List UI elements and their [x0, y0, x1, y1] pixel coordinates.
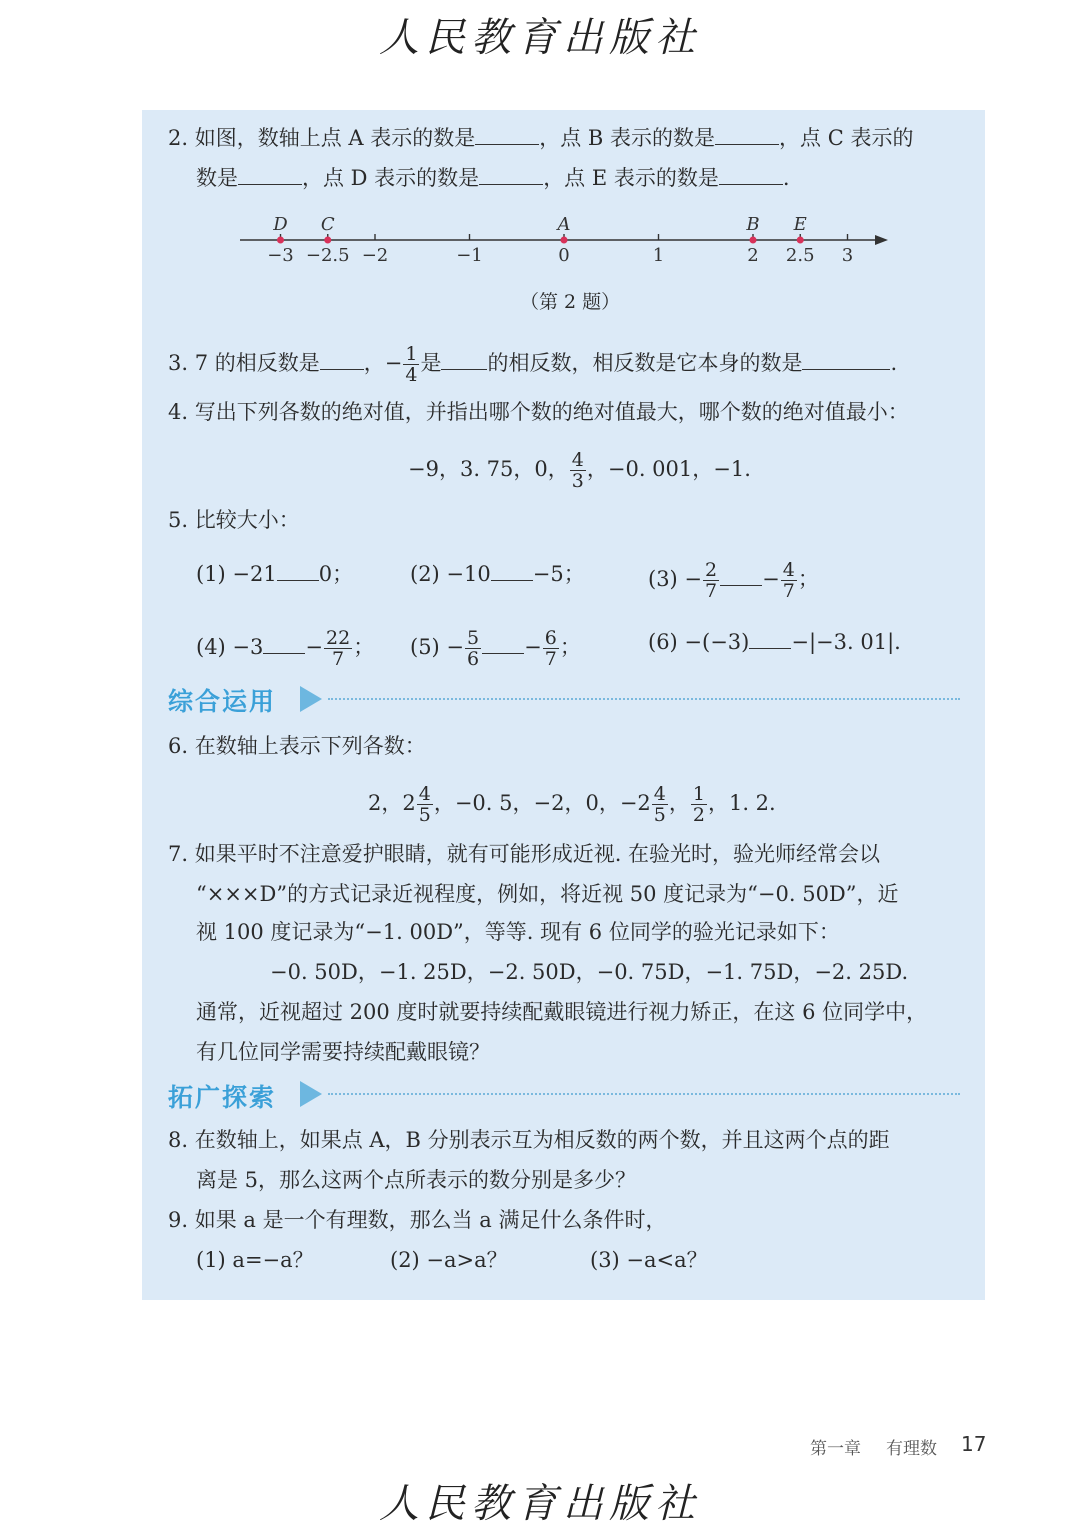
q5-p1-a: (1) −21: [196, 562, 277, 586]
q5-p3-a: (3) −: [648, 567, 703, 591]
q2-text-2c: ，点 E 表示的数是: [543, 166, 719, 190]
section-divider-2: [328, 1093, 960, 1095]
number-line-point: [797, 237, 804, 244]
q5-p5-frac2: [543, 628, 559, 669]
q6-list: [368, 784, 776, 825]
q6-a: 2，2: [368, 791, 416, 815]
q2-text-1a: 2. 如图，数轴上点 A 表示的数是: [168, 126, 476, 150]
q8-line1: 8. 在数轴上，如果点 A，B 分别表示互为相反数的两个数，并且这两个点的距: [168, 1128, 890, 1152]
q5-p3-n1: 2: [705, 559, 718, 581]
q4-list: [408, 450, 751, 491]
number-line-tick-label: 2: [747, 245, 759, 266]
q5-p3-d1: 7: [705, 580, 718, 602]
q3-frac-den: 4: [405, 364, 418, 386]
footer-chapter: 第一章: [810, 1439, 861, 1459]
q9-p1: (1) a=−a？: [196, 1248, 314, 1272]
q7-line1: 7. 如果平时不注意爱护眼睛，就有可能形成近视. 在验光时，验光师经常会以: [168, 842, 881, 866]
q5-p5: [410, 628, 581, 669]
section-title-comprehensive: 综合运用: [168, 687, 277, 716]
q2-caption: （第 2 题）: [520, 291, 621, 313]
footer-title: 有理数: [886, 1439, 937, 1459]
q6-n3: 1: [692, 783, 705, 805]
number-line-point-label: E: [793, 214, 807, 235]
number-line-tick-label: −2.5: [305, 245, 350, 266]
q5-p2-a: (2) −10: [410, 562, 491, 586]
number-line-tick-label: 3: [841, 245, 854, 266]
page-number: 17: [961, 1432, 987, 1456]
q5-p3-n2: 4: [782, 559, 795, 581]
q8-line2: 离是 5，那么这两个点所表示的数分别是多少？: [196, 1168, 637, 1192]
q3-frac-num: 1: [405, 343, 418, 365]
q7-line5: 通常，近视超过 200 度时就要持续配戴眼镜进行视力矫正，在这 6 位同学中，: [196, 1000, 928, 1024]
q6-d2: 5: [653, 804, 666, 826]
q5-p5-n1: 5: [467, 627, 480, 649]
q3-blank-2[interactable]: [441, 349, 487, 370]
number-line-tick-label: −3: [267, 245, 294, 266]
section-divider: [328, 698, 960, 700]
q7-line4: −0. 50D，−1. 25D，−2. 50D，−0. 75D，−1. 75D，−2. 25D.: [270, 960, 909, 984]
section-arrow-icon-2: [300, 1081, 322, 1107]
q4-fraction: [570, 450, 586, 491]
q6-b: ，−0. 5，−2，0，−2: [433, 791, 651, 815]
q6-n2: 4: [653, 783, 666, 805]
q5-p2: [410, 560, 585, 588]
q7-line6: 有几位同学需要持续配戴眼镜？: [196, 1040, 490, 1064]
number-line-tick-label: 0: [558, 245, 570, 266]
q2-blank-E[interactable]: [719, 164, 783, 185]
q9-line1: 9. 如果 a 是一个有理数，那么当 a 满足什么条件时，: [168, 1208, 667, 1232]
q5-blank-1[interactable]: [277, 560, 319, 581]
q3-line: [168, 344, 897, 385]
q5-p4-a: (4) −3: [196, 635, 264, 659]
q3-text-end: .: [890, 351, 898, 375]
q6-d: ，1. 2.: [707, 791, 776, 815]
q9-p3: (3) −a<a？: [590, 1248, 708, 1272]
q2-text-2a: 数是: [196, 166, 238, 190]
number-line-figure: [230, 205, 900, 275]
q5-p5-c: ；: [559, 635, 581, 659]
q5-p5-d2: 7: [544, 648, 557, 670]
q3-text-a: 3. 7 的相反数是: [168, 351, 320, 375]
q5-p5-frac1: [465, 628, 481, 669]
q5-p2-b: −5；: [532, 562, 585, 586]
number-line-arrow: [875, 235, 888, 245]
q5-p3-c: ；: [797, 567, 819, 591]
q6-text: 6. 在数轴上表示下列各数：: [168, 734, 426, 758]
q5-blank-5[interactable]: [482, 633, 524, 654]
number-line-point-label: C: [320, 214, 335, 235]
q5-blank-6[interactable]: [749, 628, 791, 649]
number-line-tick-label: −2: [361, 245, 389, 266]
q3-fraction: [403, 344, 419, 385]
q6-d3: 2: [692, 804, 705, 826]
q2-blank-B[interactable]: [715, 124, 779, 145]
q2-blank-A[interactable]: [475, 124, 539, 145]
q7-line3: 视 100 度记录为“−1. 00D”，等等. 现有 6 位同学的验光记录如下：: [196, 920, 840, 944]
q6-frac2: [652, 784, 668, 825]
q4-text: 4. 写出下列各数的绝对值，并指出哪个数的绝对值最大，哪个数的绝对值最小：: [168, 400, 909, 424]
number-line-point-label: A: [557, 214, 571, 235]
q2-blank-D[interactable]: [479, 164, 543, 185]
q5-p5-b: −: [524, 635, 542, 659]
q2-line1: [168, 124, 913, 152]
q6-d1: 5: [418, 804, 431, 826]
q5-p5-d1: 6: [467, 648, 480, 670]
section-title-extension: 拓广探索: [168, 1083, 277, 1112]
q2-text-1c: ，点 C 表示的: [779, 126, 914, 150]
q3-text-b: ，−: [363, 351, 403, 375]
q5-p5-n2: 6: [544, 627, 557, 649]
number-line-point-label: D: [273, 214, 288, 235]
q2-line2: [196, 164, 790, 192]
q5-p3-frac1: [703, 560, 719, 601]
q5-blank-3[interactable]: [720, 565, 762, 586]
watermark-top: 人民教育出版社: [379, 15, 701, 61]
number-line-point: [750, 237, 757, 244]
q3-text-c: 是: [420, 351, 442, 375]
q3-blank-3[interactable]: [802, 349, 890, 370]
q5-p4-frac: [324, 628, 352, 669]
q6-n1: 4: [418, 783, 431, 805]
q3-blank-1[interactable]: [320, 349, 364, 370]
q4-frac-num: 4: [571, 449, 584, 471]
q7-line2: “×××D”的方式记录近视程度，例如，将近视 50 度记录为“−0. 50D”，近: [196, 882, 899, 906]
q6-frac3: [691, 784, 707, 825]
q5-p4: [196, 628, 374, 669]
number-line-point: [277, 237, 284, 244]
q5-p6: [648, 628, 901, 656]
q5-p3: [648, 560, 819, 601]
q5-p4-d: 7: [332, 648, 345, 670]
q6-c: ，: [668, 791, 690, 815]
q6-frac1: [417, 784, 433, 825]
number-line-tick-label: 2.5: [785, 245, 815, 266]
q2-blank-C[interactable]: [238, 164, 302, 185]
q5-p3-d2: 7: [782, 580, 795, 602]
q5-blank-2[interactable]: [491, 560, 533, 581]
q5-p4-c: ；: [353, 635, 375, 659]
q4-frac-den: 3: [571, 470, 584, 492]
q5-p1-b: 0；: [318, 562, 354, 586]
q5-p1: [196, 560, 353, 588]
number-line-tick-label: −1: [456, 245, 483, 266]
q5-blank-4[interactable]: [263, 633, 305, 654]
q5-p6-a: (6) −(−3): [648, 630, 750, 654]
number-line-point: [324, 237, 331, 244]
number-line-tick-label: 1: [652, 245, 665, 266]
section-arrow-icon: [300, 686, 322, 712]
q4-list-b: ，−0. 001，−1.: [586, 457, 751, 481]
q4-list-a: −9，3. 75，0，: [408, 457, 569, 481]
number-line-point-label: B: [746, 214, 760, 235]
q5-p6-b: −|−3. 01|.: [791, 630, 901, 654]
q5-p4-n: 22: [326, 627, 351, 649]
number-line-point: [561, 237, 568, 244]
q3-text-d: 的相反数，相反数是它本身的数是: [487, 351, 803, 375]
watermark-bottom: 人民教育出版社: [379, 1481, 701, 1527]
q5-title: 5. 比较大小：: [168, 508, 300, 532]
q2-text-1b: ，点 B 表示的数是: [539, 126, 716, 150]
q5-p3-frac2: [781, 560, 797, 601]
q2-text-2end: .: [782, 166, 790, 190]
q9-p2: (2) −a>a？: [390, 1248, 508, 1272]
q5-p4-b: −: [305, 635, 323, 659]
q2-text-2b: ，点 D 表示的数是: [302, 166, 480, 190]
q5-p3-b: −: [762, 567, 780, 591]
q5-p5-a: (5) −: [410, 635, 465, 659]
